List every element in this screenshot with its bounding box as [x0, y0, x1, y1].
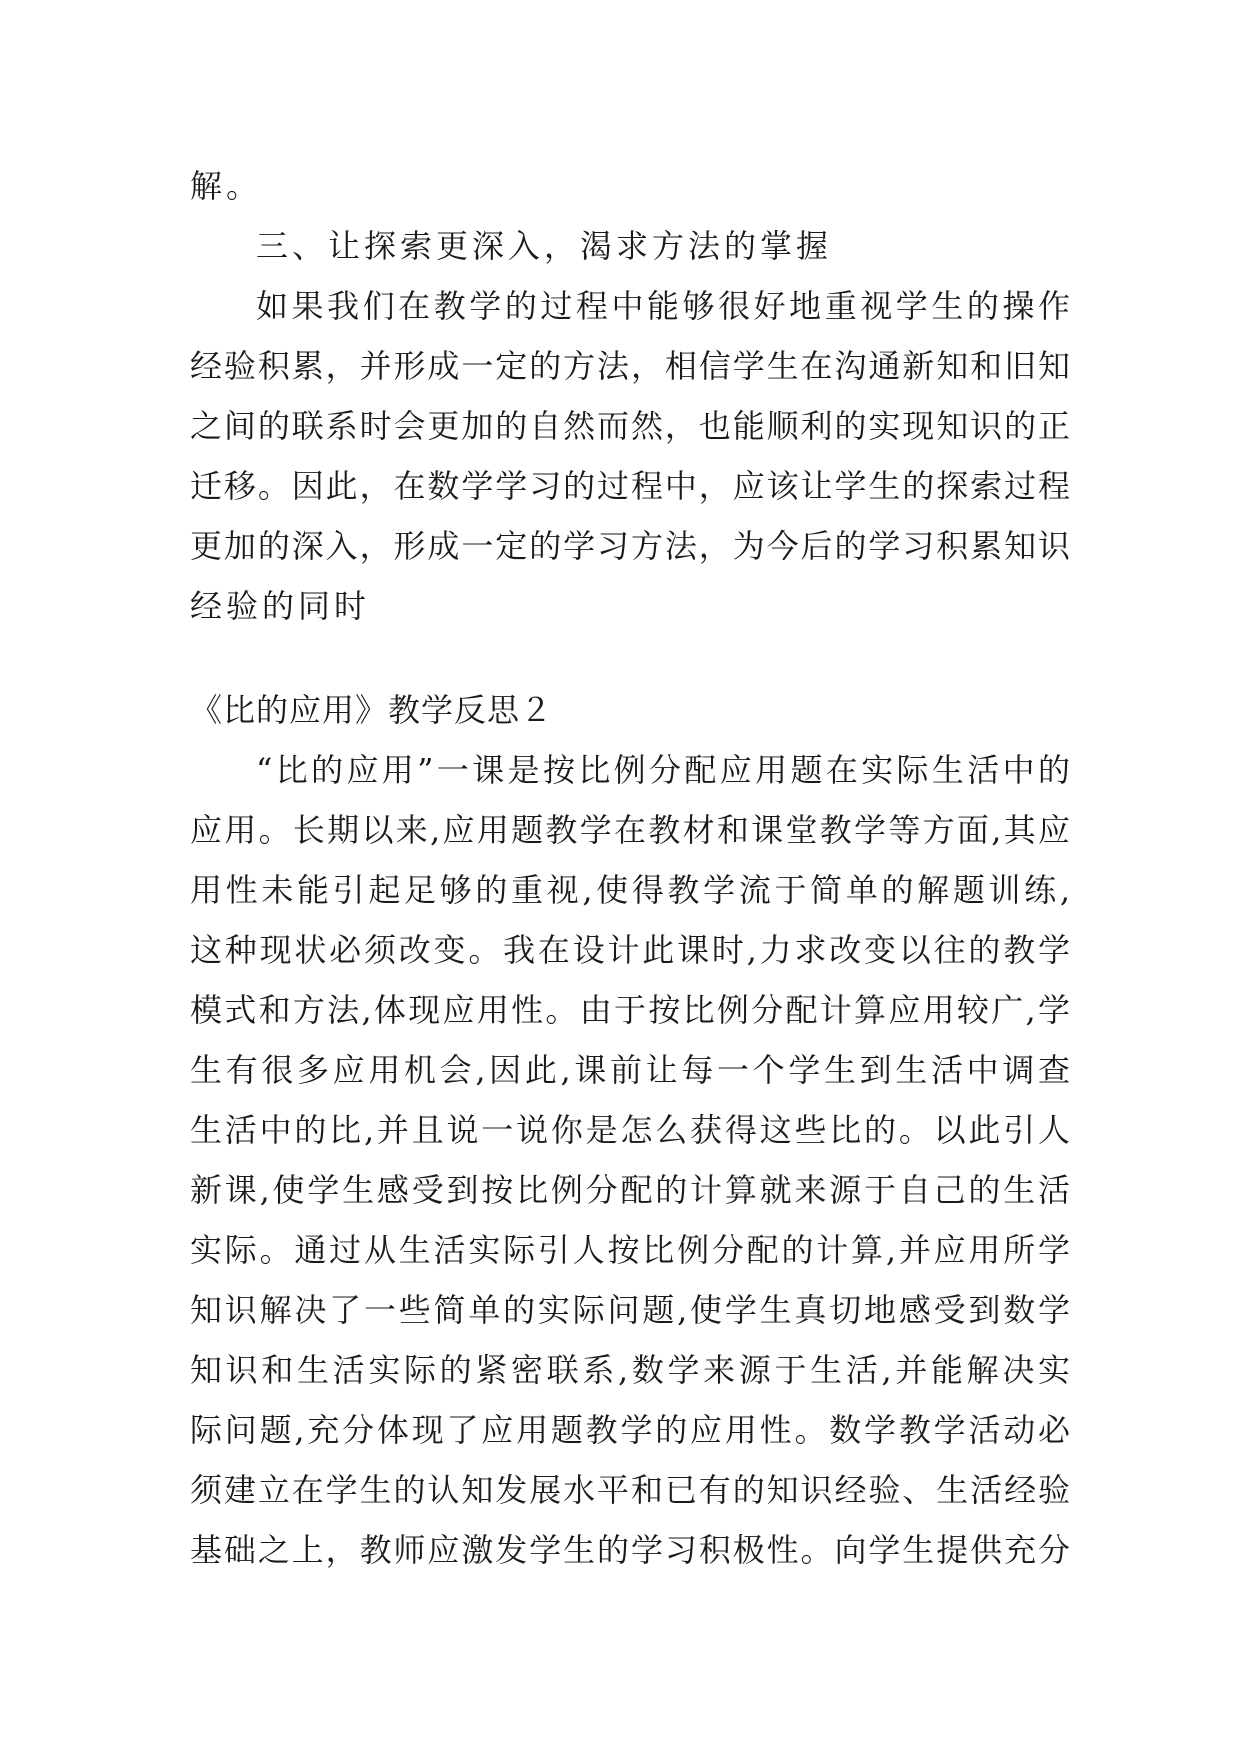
- text-line: 新课,使学生感受到按比例分配的计算就来源于自己的生活: [190, 1171, 1070, 1209]
- text-line: 知识解决了一些简单的实际问题,使学生真切地感受到数学: [190, 1291, 1070, 1329]
- document-title: 《比的应用》教学反思２: [190, 691, 554, 729]
- text-line: 解。: [190, 167, 263, 205]
- text-line: 之间的联系时会更加的自然而然，也能顺利的实现知识的正: [190, 407, 1070, 445]
- text-line: “比的应用”一课是按比例分配应用题在实际生活中的: [256, 751, 1070, 789]
- text-line: 如果我们在教学的过程中能够很好地重视学生的操作: [256, 287, 1070, 325]
- text-line: 须建立在学生的认知发展水平和已有的知识经验、生活经验: [190, 1471, 1070, 1509]
- text-line: 基础之上，教师应激发学生的学习积极性。向学生提供充分: [190, 1531, 1070, 1569]
- text-line: 这种现状必须改变。我在设计此课时,力求改变以往的教学: [190, 931, 1070, 969]
- text-line: 用性未能引起足够的重视,使得教学流于简单的解题训练,: [190, 871, 1070, 909]
- text-line: 更加的深入，形成一定的学习方法，为今后的学习积累知识: [190, 527, 1070, 565]
- section-heading: 三、让探索更深入，渴求方法的掌握: [256, 227, 833, 265]
- text-line: 经验积累，并形成一定的方法，相信学生在沟通新知和旧知: [190, 347, 1070, 385]
- text-line: 知识和生活实际的紧密联系,数学来源于生活,并能解决实: [190, 1351, 1070, 1389]
- text-line: 实际。通过从生活实际引人按比例分配的计算,并应用所学: [190, 1231, 1070, 1269]
- text-line: 生活中的比,并且说一说你是怎么获得这些比的。以此引人: [190, 1111, 1070, 1149]
- text-line: 经验的同时: [190, 587, 371, 625]
- text-line: 应用。长期以来,应用题教学在教材和课堂教学等方面,其应: [190, 811, 1070, 849]
- text-line: 模式和方法,体现应用性。由于按比例分配计算应用较广,学: [190, 991, 1070, 1029]
- text-line: 生有很多应用机会,因此,课前让每一个学生到生活中调查: [190, 1051, 1070, 1089]
- text-line: 际问题,充分体现了应用题教学的应用性。数学教学活动必: [190, 1411, 1070, 1449]
- text-line: 迁移。因此，在数学学习的过程中，应该让学生的探索过程: [190, 467, 1070, 505]
